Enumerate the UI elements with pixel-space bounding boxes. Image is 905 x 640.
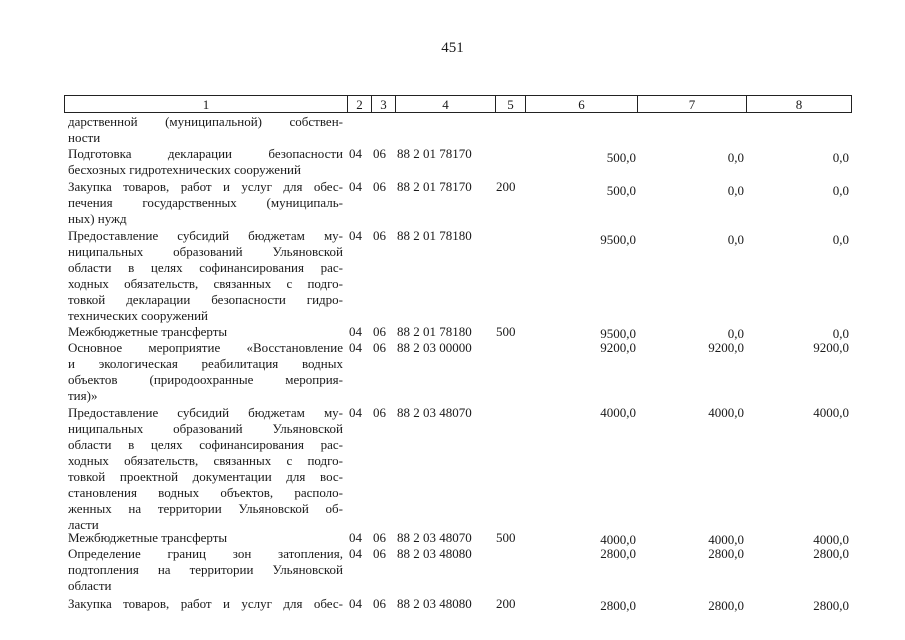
description-line: объектов (природоохранные мероприя- <box>68 372 343 387</box>
amount-col-7: 4000,0 <box>708 405 744 420</box>
subsection-code: 06 <box>373 228 386 243</box>
description-line: ласти <box>68 517 99 532</box>
description-line: тия)» <box>68 388 98 403</box>
amount-col-7: 2800,0 <box>708 598 744 613</box>
amount-col-7: 9200,0 <box>708 340 744 355</box>
amount-col-7: 0,0 <box>727 232 744 247</box>
amount-col-7: 0,0 <box>727 150 744 165</box>
header-col-6: 6 <box>526 96 638 112</box>
description-line: Основное мероприятие «Восстановление <box>68 340 343 355</box>
header-col-1: 1 <box>65 96 348 112</box>
amount-col-6: 2800,0 <box>600 546 636 561</box>
subsection-code: 06 <box>373 179 386 194</box>
description-line: области в целях софинансирования рас- <box>68 437 343 452</box>
description-line: Закупка товаров, работ и услуг для обес- <box>68 596 343 611</box>
section-code: 04 <box>349 324 362 339</box>
subsection-code: 06 <box>373 324 386 339</box>
description-line: ходных обязательств, связанных с подго- <box>68 276 343 291</box>
target-article-code: 88 2 03 00000 <box>397 340 472 355</box>
subsection-code: 06 <box>373 596 386 611</box>
description-line: технических сооружений <box>68 308 208 323</box>
row-description <box>68 530 343 546</box>
description-line: ниципальных образований Ульяновской <box>68 244 343 259</box>
amount-col-8: 0,0 <box>832 183 849 198</box>
target-article-code: 88 2 01 78180 <box>397 324 472 339</box>
amount-col-7: 4000,0 <box>708 532 744 547</box>
expense-type-code: 500 <box>496 530 516 545</box>
description-line: ных) нужд <box>68 211 127 226</box>
header-col-3: 3 <box>372 96 396 112</box>
amount-col-8: 0,0 <box>832 150 849 165</box>
description-line: и экологическая реабилитация водных <box>68 356 343 371</box>
description-line: подтопления на территории Ульяновской <box>68 562 343 577</box>
amount-col-8: 4000,0 <box>813 532 849 547</box>
description-line: Подготовка декларации безопасности <box>68 146 343 161</box>
amount-col-8: 0,0 <box>832 232 849 247</box>
target-article-code: 88 2 03 48070 <box>397 530 472 545</box>
description-line: ходных обязательств, связанных с подго- <box>68 453 343 468</box>
section-code: 04 <box>349 405 362 420</box>
description-line: ности <box>68 130 101 145</box>
amount-col-8: 2800,0 <box>813 546 849 561</box>
subsection-code: 06 <box>373 546 386 561</box>
description-line: Межбюджетные трансферты <box>68 530 228 545</box>
row-description <box>68 324 343 340</box>
description-line: товкой проектной документации для вос- <box>68 469 343 484</box>
description-line: товкой декларации безопасности гидро- <box>68 292 343 307</box>
description-line: Определение границ зон затопления, <box>68 546 343 561</box>
amount-col-8: 4000,0 <box>813 405 849 420</box>
header-col-5: 5 <box>496 96 526 112</box>
target-article-code: 88 2 03 48080 <box>397 596 472 611</box>
amount-col-6: 500,0 <box>606 183 636 198</box>
section-code: 04 <box>349 146 362 161</box>
row-description <box>68 546 343 594</box>
section-code: 04 <box>349 546 362 561</box>
page-number: 451 <box>441 40 464 56</box>
expense-type-code: 500 <box>496 324 516 339</box>
section-code: 04 <box>349 179 362 194</box>
row-description <box>68 596 343 612</box>
table-header <box>64 95 852 113</box>
target-article-code: 88 2 03 48070 <box>397 405 472 420</box>
amount-col-6: 500,0 <box>606 150 636 165</box>
row-description <box>68 340 343 404</box>
row-description <box>68 114 343 146</box>
amount-col-6: 9200,0 <box>600 340 636 355</box>
description-line: женных на территории Ульяновской об- <box>68 501 343 516</box>
section-code: 04 <box>349 530 362 545</box>
description-line: Межбюджетные трансферты <box>68 324 228 339</box>
description-line: Предоставление субсидий бюджетам му- <box>68 405 343 420</box>
subsection-code: 06 <box>373 146 386 161</box>
row-description <box>68 228 343 324</box>
amount-col-6: 4000,0 <box>600 532 636 547</box>
amount-col-6: 9500,0 <box>600 326 636 341</box>
row-description <box>68 146 343 178</box>
description-line: Предоставление субсидий бюджетам му- <box>68 228 343 243</box>
header-col-7: 7 <box>638 96 747 112</box>
section-code: 04 <box>349 596 362 611</box>
description-line: области <box>68 578 112 593</box>
target-article-code: 88 2 01 78170 <box>397 146 472 161</box>
header-col-8: 8 <box>795 97 803 112</box>
amount-col-7: 2800,0 <box>708 546 744 561</box>
amount-col-6: 9500,0 <box>600 232 636 247</box>
description-line: становления водных объектов, располо- <box>68 485 343 500</box>
description-line: бесхозных гидротехнических сооружений <box>68 162 301 177</box>
amount-col-8: 0,0 <box>832 326 849 341</box>
description-line: области в целях софинансирования рас- <box>68 260 343 275</box>
subsection-code: 06 <box>373 530 386 545</box>
amount-col-6: 2800,0 <box>600 598 636 613</box>
section-code: 04 <box>349 228 362 243</box>
description-line: дарственной (муниципальной) собствен- <box>68 114 343 129</box>
amount-col-6: 4000,0 <box>600 405 636 420</box>
row-description <box>68 405 343 533</box>
target-article-code: 88 2 01 78170 <box>397 179 472 194</box>
description-line: Закупка товаров, работ и услуг для обес- <box>68 179 343 194</box>
amount-col-7: 0,0 <box>727 326 744 341</box>
subsection-code: 06 <box>373 340 386 355</box>
row-description <box>68 179 343 227</box>
target-article-code: 88 2 03 48080 <box>397 546 472 561</box>
subsection-code: 06 <box>373 405 386 420</box>
description-line: печения государственных (муниципаль- <box>68 195 343 210</box>
amount-col-7: 0,0 <box>727 183 744 198</box>
target-article-code: 88 2 01 78180 <box>397 228 472 243</box>
expense-type-code: 200 <box>496 179 516 194</box>
expense-type-code: 200 <box>496 596 516 611</box>
section-code: 04 <box>349 340 362 355</box>
description-line: ниципальных образований Ульяновской <box>68 421 343 436</box>
amount-col-8: 9200,0 <box>813 340 849 355</box>
header-col-4: 4 <box>396 96 496 112</box>
amount-col-8: 2800,0 <box>813 598 849 613</box>
header-col-2: 2 <box>348 96 372 112</box>
